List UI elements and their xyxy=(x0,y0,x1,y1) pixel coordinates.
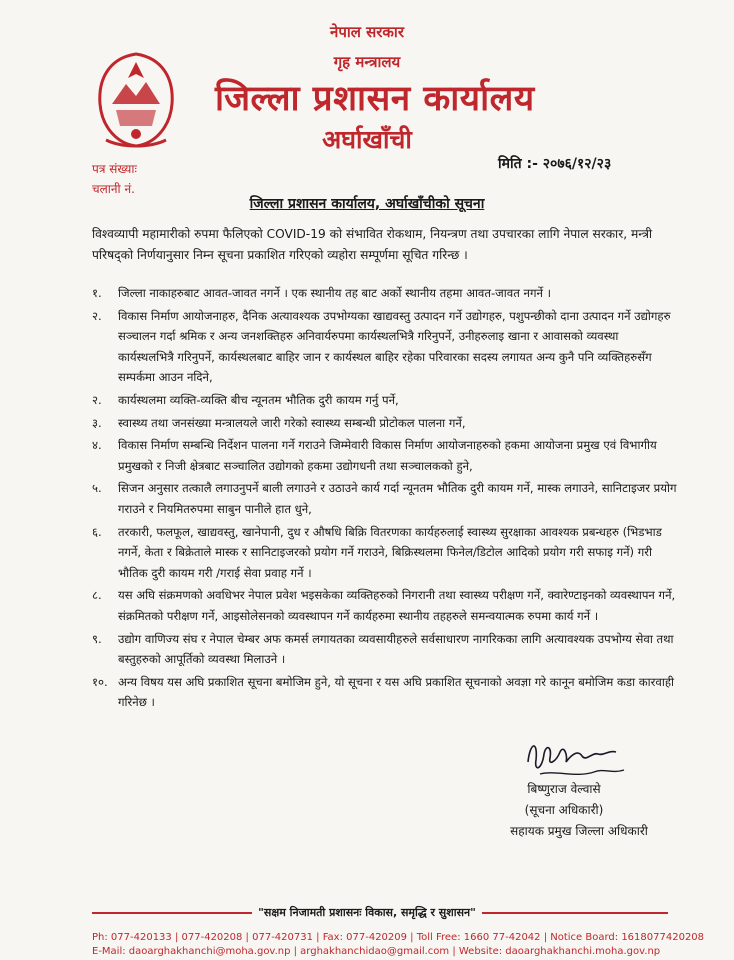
item-number: ५. xyxy=(92,481,102,496)
footer-motto xyxy=(0,905,734,920)
list-item xyxy=(92,435,677,476)
item-number: ३. xyxy=(92,415,102,430)
list-item xyxy=(92,306,677,388)
item-text: विकास निर्माण सम्बन्धि निर्देशन पालना गर्ने गराउने जिम्मेवारी विकास निर्माण आयोजनाहरुको हकमा आयोजना प्रमुख एवं विभागीय प्रमुखको र निजी क्षेत्रबाट सञ्चालित उद्योगको हकमा उद्योगधनी तथा सञ्चालकको हुने, xyxy=(118,438,657,473)
office-title: जिल्ला प्रशासन कार्यालय xyxy=(215,79,535,119)
handwritten-signature xyxy=(520,732,630,782)
footer-contact-email: E-Mail: daoarghakhanchi@moha.gov.np | arghakhanchidao@gmail.com | Website: daoarghakhanchi.moha.gov.np xyxy=(92,946,661,957)
list-item xyxy=(92,522,677,584)
item-number: ८. xyxy=(92,588,102,603)
notice-heading: जिल्ला प्रशासन कार्यालय, अर्घाखाँचीको सूचना xyxy=(249,196,485,212)
item-text: जिल्ला नाकाहरुबाट आवत-जावत नगर्ने । एक स्थानीय तह बाट अर्को स्थानीय तहमा आवत-जावत नगर्ने । xyxy=(118,286,551,300)
item-text: कार्यस्थलमा व्यक्ति-व्यक्ति बीच न्यूनतम भौतिक दुरी कायम गर्नु पर्ने, xyxy=(118,392,399,407)
letter-number-label: पत्र संख्याः xyxy=(92,162,137,176)
signatory-title: सहायक प्रमुख जिल्ला अधिकारी xyxy=(510,824,648,838)
item-text: तरकारी, फलफूल, खाद्यवस्तु, खानेपानी, दुध र औषधि बिक्रि वितरणका कार्यहरुलाई स्वास्थ्य सुरक्षाका आवश्यक प्रबन्धहरु (भिडभाड नगर्ने, केता र बिक्रेताले मास्क र सानिटाइजरको प्रयोग गर्ने गराउने, बिक्रिस्थलमा फिनेल/डिटोल आदिको प्रयोग गरी सफाइ गर्ने) गरी भौतिक दुरी कायम गरी /गराई सेवा प्रवाह गर्ने । xyxy=(118,524,662,580)
notice-items-list xyxy=(92,283,677,715)
list-item xyxy=(92,390,677,411)
item-number: ४. xyxy=(92,438,102,453)
ministry-title: गृह मन्त्रालय xyxy=(333,53,401,71)
item-text: विकास निर्माण आयोजनाहरु, दैनिक अत्यावश्यक उपभोग्यका खाद्यवस्तु उत्पादन गर्ने उद्योगहरु, पशुपन्छीको दाना उत्पादन गर्ने उद्योगहरु सञ्चालन गर्दा श्रमिक र अन्य जनशक्तिहरु अनिवार्यरुपमा कार्यस्थलभित्रै गरिनुपर्ने, उनीहरुलाइ खाना र आवासको व्यवस्था कार्यस्थलभित्रै गरिनुपर्ने, कार्यस्थलबाट बाहिर जान र कार्यस्थल बाहिर रहेका परिवारका सदस्य लगायत अन्य कुनै पनि व्यक्तिहरुसँग सम्पर्कमा आउन नदिने, xyxy=(118,308,671,385)
item-number: ९. xyxy=(92,631,102,646)
footer-motto-text: "सक्षम निजामती प्रशासनः विकास, समृद्धि र सुशासन" xyxy=(252,906,482,919)
item-text: यस अघि संक्रमणको अवधिभर नेपाल प्रवेश भइसकेका व्यक्तिहरुको निगरानी तथा स्वास्थ्य परीक्षण गर्ने, क्वारेण्टाइनको व्यवस्थापन गर्ने, संक्रमितको परीक्षण गर्ने, आइसोलेसनको व्यवस्थापन गर्ने कार्यहरुमा स्थानीय तहहरुले समन्वयात्मक रुपमा कार्य गर्ने । xyxy=(118,588,676,623)
item-text: सिजन अनुसार तत्कालै लगाउनुपर्ने बाली लगाउने र उठाउने कार्य गर्दा न्यूनतम भौतिक दुरी कायम गर्ने, मास्क लगाउने, सानिटाइजर प्रयोग गराउने र नियमितरुपमा साबुन पानीले हात धुने, xyxy=(118,481,677,516)
notice-intro: विश्वव्यापी महामारीको रुपमा फैलिएको COVID-19 को संभावित रोकथाम, नियन्त्रण तथा उपचारका लागि नेपाल सरकार, मन्त्री परिषद्को निर्णयानुसार निम्न सूचना प्रकाशित गरिएको व्यहोरा सम्पूर्णमा सूचित गरिन्छ । xyxy=(92,227,653,262)
item-text: अन्य विषय यस अघि प्रकाशित सूचना बमोजिम हुने, यो सूचना र यस अघि प्रकाशित सूचनाको अवज्ञा गरे कानून बमोजिम कडा कारवाही गरिनेछ । xyxy=(118,674,675,710)
district-title: अर्घाखाँची xyxy=(322,125,412,154)
item-number: २. xyxy=(92,308,102,323)
document-date: मिति :- २०७६/१२/२३ xyxy=(498,156,612,172)
item-number: २. xyxy=(92,392,102,407)
item-number: १. xyxy=(92,286,102,300)
item-number: ६. xyxy=(92,524,102,539)
footer-contact-phones: Ph: 077-420133 | 077-420208 | 077-420731 | Fax: 077-420209 | Toll Free: 1660 77-42042 | Notice Board: 1618077420208 xyxy=(92,932,705,943)
list-item xyxy=(92,585,677,626)
list-item xyxy=(92,672,677,713)
item-text: उद्योग वाणिज्य संघ र नेपाल चेम्बर अफ कमर्स लगायतका व्यवसायीहरुले सर्वसाधारण नागरिकका लागि अत्यावश्यक उपभोग्य सेवा तथा बस्तुहरुको आपूर्तिको व्यवस्था मिलाउने । xyxy=(118,631,674,667)
signatory-name: बिष्णुराज वेल्वासे xyxy=(527,782,601,796)
list-item xyxy=(92,478,677,519)
list-item xyxy=(92,283,677,304)
list-item xyxy=(92,629,677,670)
item-text: स्वास्थ्य तथा जनसंख्या मन्त्रालयले जारी गरेको स्वास्थ्य सम्बन्धी प्रोटोकल पालना गर्ने, xyxy=(118,415,466,430)
item-number: १०. xyxy=(92,674,108,689)
list-item xyxy=(92,413,677,434)
dispatch-number-label: चलानी नं. xyxy=(92,182,135,196)
signatory-role: (सूचना अधिकारी) xyxy=(524,803,604,817)
government-title: नेपाल सरकार xyxy=(330,23,404,41)
